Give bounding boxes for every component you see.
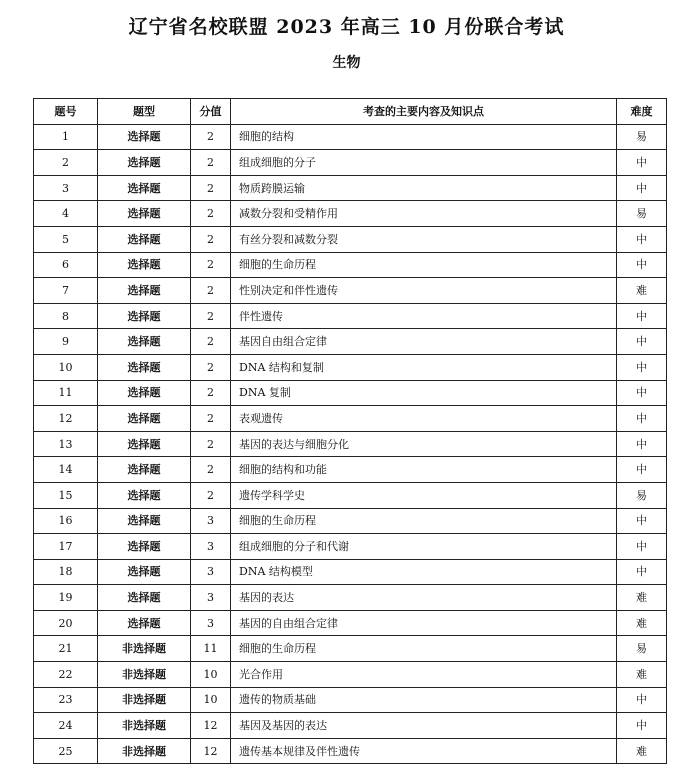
question-type-cell: 选择题: [98, 329, 191, 355]
score-cell: 2: [191, 406, 231, 432]
question-number-cell: 9: [34, 329, 98, 355]
knowledge-point-cell: 细胞的结构: [231, 124, 617, 150]
question-type-cell: 选择题: [98, 559, 191, 585]
question-number-cell: 22: [34, 662, 98, 688]
difficulty-cell: 难: [617, 610, 667, 636]
difficulty-cell: 中: [617, 150, 667, 176]
difficulty-cell: 中: [617, 534, 667, 560]
knowledge-point-cell: 基因的表达与细胞分化: [231, 431, 617, 457]
score-cell: 2: [191, 201, 231, 227]
question-number-cell: 6: [34, 252, 98, 278]
score-cell: 2: [191, 175, 231, 201]
question-type-cell: 选择题: [98, 585, 191, 611]
table-header-row: [34, 99, 667, 125]
difficulty-cell: 中: [617, 713, 667, 739]
difficulty-cell: 中: [617, 406, 667, 432]
knowledge-point-cell: 光合作用: [231, 662, 617, 688]
table-row: [34, 662, 667, 688]
table-row: [34, 124, 667, 150]
table-row: [34, 457, 667, 483]
knowledge-point-cell: DNA 结构和复制: [231, 354, 617, 380]
score-cell: 2: [191, 380, 231, 406]
table-row: [34, 303, 667, 329]
question-type-cell: 选择题: [98, 175, 191, 201]
question-type-cell: 选择题: [98, 226, 191, 252]
difficulty-cell: 中: [617, 457, 667, 483]
difficulty-cell: 难: [617, 738, 667, 764]
difficulty-cell: 中: [617, 559, 667, 585]
question-number-cell: 11: [34, 380, 98, 406]
question-type-cell: 选择题: [98, 252, 191, 278]
score-cell: 2: [191, 124, 231, 150]
knowledge-point-cell: 基因自由组合定律: [231, 329, 617, 355]
table-row: [34, 354, 667, 380]
table-row: [34, 406, 667, 432]
knowledge-point-cell: DNA 结构模型: [231, 559, 617, 585]
question-type-cell: 选择题: [98, 457, 191, 483]
difficulty-cell: 易: [617, 636, 667, 662]
table-row: [34, 201, 667, 227]
header-knowledge-point: 考查的主要内容及知识点: [231, 99, 617, 125]
question-type-cell: 选择题: [98, 508, 191, 534]
table-row: [34, 482, 667, 508]
score-cell: 3: [191, 585, 231, 611]
knowledge-point-cell: 有丝分裂和减数分裂: [231, 226, 617, 252]
table-row: [34, 380, 667, 406]
difficulty-cell: 难: [617, 278, 667, 304]
table-row: [34, 738, 667, 764]
question-number-cell: 7: [34, 278, 98, 304]
question-number-cell: 14: [34, 457, 98, 483]
difficulty-cell: 中: [617, 687, 667, 713]
table-row: [34, 713, 667, 739]
table-row: [34, 508, 667, 534]
score-cell: 10: [191, 687, 231, 713]
page-title: 辽宁省名校联盟 2023 年高三 10 月份联合考试: [128, 16, 565, 38]
score-cell: 12: [191, 738, 231, 764]
difficulty-cell: 难: [617, 585, 667, 611]
table-row: [34, 252, 667, 278]
score-cell: 2: [191, 278, 231, 304]
table-row: [34, 559, 667, 585]
score-cell: 2: [191, 457, 231, 483]
difficulty-cell: 中: [617, 508, 667, 534]
knowledge-point-cell: 基因的自由组合定律: [231, 610, 617, 636]
score-cell: 3: [191, 559, 231, 585]
question-number-cell: 16: [34, 508, 98, 534]
score-cell: 3: [191, 508, 231, 534]
table-row: [34, 431, 667, 457]
table-row: [34, 150, 667, 176]
table-row: [34, 534, 667, 560]
question-type-cell: 选择题: [98, 431, 191, 457]
table-body: [34, 124, 667, 764]
table-row: [34, 610, 667, 636]
question-number-cell: 25: [34, 738, 98, 764]
score-cell: 2: [191, 252, 231, 278]
knowledge-point-table: [33, 98, 667, 764]
question-number-cell: 17: [34, 534, 98, 560]
difficulty-cell: 中: [617, 303, 667, 329]
question-number-cell: 8: [34, 303, 98, 329]
subject-title: 生物: [332, 55, 361, 71]
knowledge-point-cell: 细胞的生命历程: [231, 252, 617, 278]
difficulty-cell: 中: [617, 175, 667, 201]
difficulty-cell: 中: [617, 431, 667, 457]
question-type-cell: 非选择题: [98, 738, 191, 764]
question-number-cell: 23: [34, 687, 98, 713]
score-cell: 2: [191, 482, 231, 508]
header-difficulty: 难度: [617, 99, 667, 125]
knowledge-point-cell: 遗传基本规律及伴性遗传: [231, 738, 617, 764]
score-cell: 2: [191, 150, 231, 176]
question-type-cell: 非选择题: [98, 636, 191, 662]
knowledge-point-cell: 表观遗传: [231, 406, 617, 432]
question-type-cell: 选择题: [98, 610, 191, 636]
question-number-cell: 2: [34, 150, 98, 176]
table-row: [34, 329, 667, 355]
score-cell: 3: [191, 534, 231, 560]
question-type-cell: 选择题: [98, 380, 191, 406]
question-number-cell: 12: [34, 406, 98, 432]
knowledge-point-cell: 伴性遗传: [231, 303, 617, 329]
header-question-number: 题号: [34, 99, 98, 125]
question-type-cell: 选择题: [98, 124, 191, 150]
question-number-cell: 3: [34, 175, 98, 201]
knowledge-point-cell: 细胞的生命历程: [231, 508, 617, 534]
knowledge-point-cell: 细胞的结构和功能: [231, 457, 617, 483]
score-cell: 2: [191, 354, 231, 380]
score-cell: 2: [191, 226, 231, 252]
question-type-cell: 选择题: [98, 278, 191, 304]
difficulty-cell: 中: [617, 354, 667, 380]
knowledge-point-cell: 基因的表达: [231, 585, 617, 611]
score-cell: 11: [191, 636, 231, 662]
knowledge-point-cell: DNA 复制: [231, 380, 617, 406]
knowledge-point-cell: 遗传学科学史: [231, 482, 617, 508]
question-number-cell: 20: [34, 610, 98, 636]
score-cell: 2: [191, 303, 231, 329]
difficulty-cell: 易: [617, 201, 667, 227]
question-type-cell: 选择题: [98, 534, 191, 560]
knowledge-point-cell: 遗传的物质基础: [231, 687, 617, 713]
question-number-cell: 10: [34, 354, 98, 380]
question-type-cell: 非选择题: [98, 687, 191, 713]
knowledge-point-cell: 组成细胞的分子和代谢: [231, 534, 617, 560]
difficulty-cell: 易: [617, 124, 667, 150]
question-type-cell: 选择题: [98, 354, 191, 380]
question-number-cell: 24: [34, 713, 98, 739]
question-type-cell: 选择题: [98, 303, 191, 329]
knowledge-point-cell: 组成细胞的分子: [231, 150, 617, 176]
table-row: [34, 585, 667, 611]
knowledge-point-cell: 性别决定和伴性遗传: [231, 278, 617, 304]
knowledge-point-cell: 细胞的生命历程: [231, 636, 617, 662]
score-cell: 10: [191, 662, 231, 688]
header-question-type: 题型: [98, 99, 191, 125]
table-row: [34, 687, 667, 713]
table-row: [34, 278, 667, 304]
difficulty-cell: 中: [617, 226, 667, 252]
difficulty-cell: 中: [617, 252, 667, 278]
question-type-cell: 选择题: [98, 150, 191, 176]
table-row: [34, 226, 667, 252]
difficulty-cell: 难: [617, 662, 667, 688]
table-row: [34, 175, 667, 201]
question-number-cell: 1: [34, 124, 98, 150]
score-cell: 3: [191, 610, 231, 636]
question-number-cell: 13: [34, 431, 98, 457]
question-type-cell: 选择题: [98, 201, 191, 227]
question-number-cell: 21: [34, 636, 98, 662]
question-type-cell: 选择题: [98, 406, 191, 432]
question-number-cell: 15: [34, 482, 98, 508]
knowledge-point-cell: 减数分裂和受精作用: [231, 201, 617, 227]
score-cell: 2: [191, 329, 231, 355]
question-number-cell: 18: [34, 559, 98, 585]
header-score: 分值: [191, 99, 231, 125]
question-number-cell: 5: [34, 226, 98, 252]
knowledge-point-cell: 基因及基因的表达: [231, 713, 617, 739]
question-number-cell: 4: [34, 201, 98, 227]
question-number-cell: 19: [34, 585, 98, 611]
question-type-cell: 非选择题: [98, 713, 191, 739]
question-type-cell: 非选择题: [98, 662, 191, 688]
table-row: [34, 636, 667, 662]
difficulty-cell: 中: [617, 329, 667, 355]
difficulty-cell: 中: [617, 380, 667, 406]
difficulty-cell: 易: [617, 482, 667, 508]
score-cell: 2: [191, 431, 231, 457]
knowledge-point-cell: 物质跨膜运输: [231, 175, 617, 201]
question-type-cell: 选择题: [98, 482, 191, 508]
score-cell: 12: [191, 713, 231, 739]
